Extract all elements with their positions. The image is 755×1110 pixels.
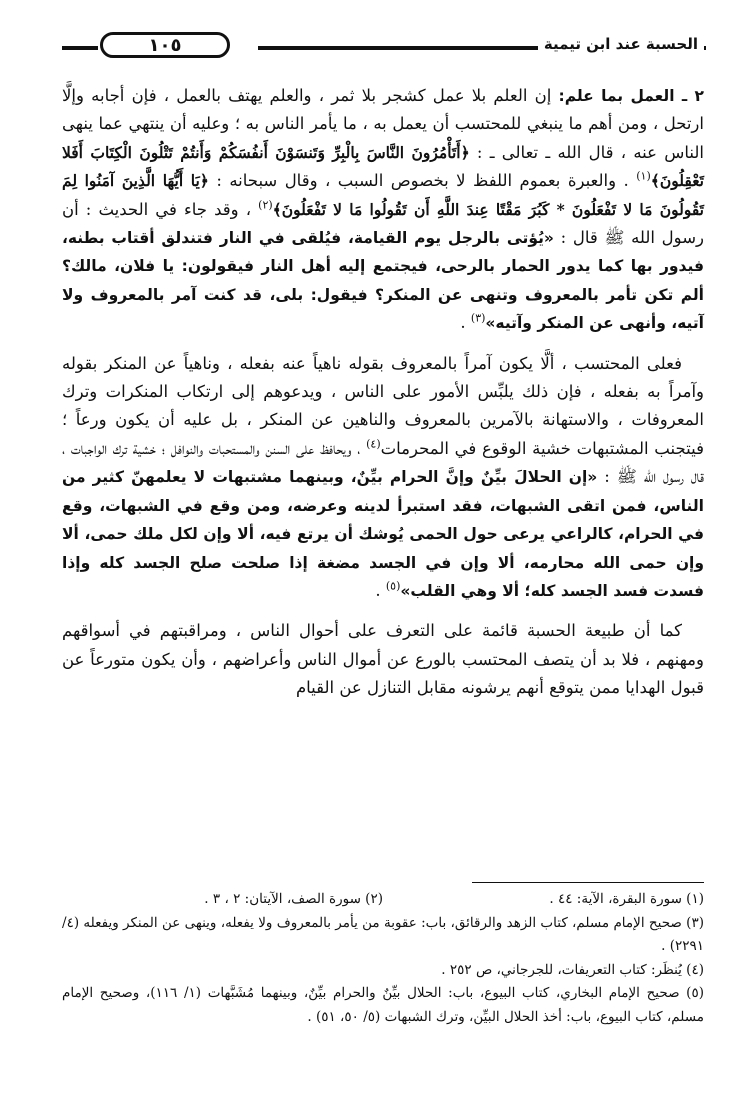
running-title: الحسبة عند ابن تيمية: [538, 35, 704, 53]
text-run: إن العلم بلا عمل كشجر بلا ثمر ، والعلم يهتف بالعمل ، فإن أجابه وإلَّا ارتحل ، ومن أهم ما ينبغي للمحتسب أن يعمل به ، ما يأمر الناس به ؛ وعليه أن ينتهي عما ينهى الناس عنه ، قال الله ـ تعالى ـ :: [62, 86, 705, 162]
footnote-5: (٥) صحيح الإمام البخاري، كتاب البيوع، باب: الحلال بيِّنٌ والحرام بيِّنٌ، وبينهما مُشَبَّهات (١/ ١١٦)، وصحيح الإمام مسلم، كتاب البيوع، باب: أخذ الحلال البيِّن، وترك الشبهات (٥/ ٥٠، ٥١) .: [62, 985, 704, 1025]
footnote-ref: (٥): [385, 579, 401, 593]
page-number: ١٠٥: [148, 34, 182, 56]
footnote-ref: (١): [636, 169, 651, 183]
footnote-2: (٢) سورة الصف، الآيتان: ٢ ، ٣ .: [204, 891, 383, 907]
footnotes: [62, 888, 704, 1029]
hadith-quote: «يُؤتى بالرجل يوم القيامة، فيُلقى في النار فتندلق أقتاب بطنه، فيدور بها كما يدور الحمار بالرحى، فيجتمع إليه أهل النار فيقولون: يا فلان، مالك؟ ألم تكن تأمر بالمعروف وتنهى عن المنكر؟ فيقول: بلى، قد كنت آمر بالمعروف ولا آتيه، وأنهى عن المنكر وآتيه»: [62, 229, 704, 333]
hadith-quote: «إن الحلالَ بيِّنٌ وإنَّ الحرام بيِّنٌ، وبينهما مشتبهات لا يعلمهنّ كثير من الناس، فمن اتقى الشبهات، فقد استبرأ لدينه وعرضه، ومن وقع في الشبهات، وقع في الحرام، كالراعي يرعى حول الحمى يُوشك أن يرتع فيه، ألا وإن لكل ملك حمى، ألا وإن حمى الله محارمه، ألا وإن في الجسد مضغة إذا صلحت صلح الجسد كله وإذا فسدت فسد الجسد كله؛ ألا وهي القلب»: [62, 468, 704, 600]
text-run: ، وقد جاء في الحديث : أن رسول الله ﷺ قال :: [62, 199, 704, 248]
page-header: [62, 32, 704, 62]
footnote-divider: [472, 882, 704, 883]
quran-quote: ﴿يَا أَيُّهَا الَّذِينَ آمَنُوا لِمَ تَقُولُونَ مَا لا تَفْعَلُونَ * كَبُرَ مَقْتًا عِندَ اللَّهِ أَن تَقُولُوا مَا لا تَفْعَلُونَ﴾: [62, 171, 704, 219]
footnote-row: [62, 888, 704, 912]
text-run: كما أن طبيعة الحسبة قائمة على التعرف على أحوال الناس ، ومراقبتهم في أسواقهم ومهنهم ، فلا بد أن يتصف المحتسب بالورع عن أموال الناس وأعراضهم ، وأن يكون متورعاً عن قبول الهدايا ممن يتوقع أنهم يرشونه مقابل التنازل عن القيام: [62, 621, 704, 698]
paragraph-2: [62, 350, 704, 606]
paragraph-3: [62, 617, 704, 702]
footnote-1: (١) سورة البقرة، الآية: ٤٤ .: [549, 891, 704, 907]
text-run: .: [460, 313, 471, 333]
text-run: ، ويحافظ على السنن والمستحبات والنوافل ؛ خشية ترك الواجبات ، قال رسول الله ﷺ :: [62, 438, 704, 487]
text-run: فعلى المحتسب ، ألَّا يكون آمراً بالمعروف بقوله ناهياً عنه بفعله ، وناهياً عن المنكر بقوله وآمراً به بفعله ، فإن ذلك يلبِّس الأمور على الناس ، ويدعوهم إلى ارتكاب المنكرات وترك المعروفات ، والاستهانة بالآمرين بالمعروف والناهين عن المنكر ، بل عليه أن يكون ورعاً ؛ فيتجنب المشتبهات خشية الوقوع في المحرمات: [62, 353, 704, 458]
footnote-ref: (٢): [258, 198, 273, 212]
quran-quote: ﴿أَتَأْمُرُونَ النَّاسَ بِالْبِرِّ وَتَنسَوْنَ أَنفُسَكُمْ وَأَنتُمْ تَتْلُونَ الْكِتَابَ أَفَلا تَعْقِلُونَ﴾: [62, 142, 704, 191]
paragraph-1: [62, 82, 704, 338]
text-run: . والعبرة بعموم اللفظ لا بخصوص السبب ، وقال سبحانه :: [208, 171, 637, 191]
section-heading: ٢ ـ العمل بما علم:: [558, 87, 704, 105]
footnote-4: (٤) يُنظَر: كتاب التعريفات، للجرجاني، ص ٢٥٢ .: [441, 961, 704, 978]
header-rule-left: [62, 46, 98, 50]
footnote-ref: (٣): [470, 311, 486, 325]
footnote-3: (٣) صحيح الإمام مسلم، كتاب الزهد والرقائق، باب: عقوبة من يأمر بالمعروف ولا يفعله، وينهى عن المنكر ويفعله (٤/ ٢٢٩١) .: [62, 914, 704, 954]
text-run: .: [375, 580, 386, 600]
page-number-badge: [100, 32, 230, 58]
main-text: [62, 82, 704, 715]
footnote-ref: (٤): [366, 437, 381, 451]
